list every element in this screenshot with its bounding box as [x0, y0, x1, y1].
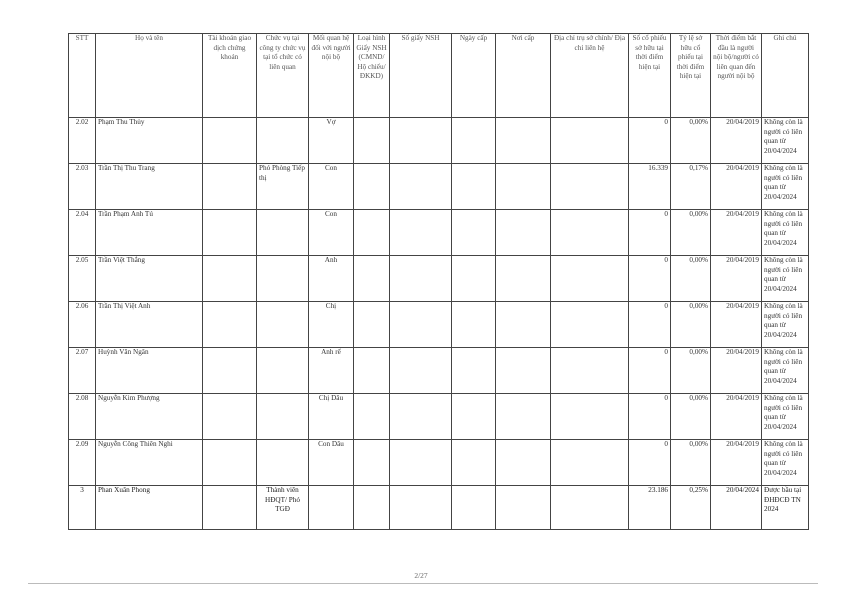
row-account — [203, 394, 257, 440]
row-position — [257, 440, 309, 486]
row-id-type — [354, 118, 390, 164]
row-stt: 2.03 — [69, 164, 96, 210]
row-relation: Chị — [309, 302, 354, 348]
row-issue-place — [496, 164, 551, 210]
row-name: Trần Thị Việt Anh — [96, 302, 203, 348]
row-start-date: 20/04/2019 — [711, 118, 762, 164]
row-address — [551, 486, 629, 530]
row-start-date: 20/04/2019 — [711, 348, 762, 394]
row-id-number — [390, 302, 452, 348]
row-name: Trần Thị Thu Trang — [96, 164, 203, 210]
row-note: Không còn là người có liên quan từ 20/04/2024 — [762, 118, 809, 164]
row-id-number — [390, 394, 452, 440]
row-start-date: 20/04/2019 — [711, 394, 762, 440]
header-start-date: Thời điểm bắt đầu là người nội bộ/người có liên quan đến người nội bộ — [711, 34, 762, 118]
row-account — [203, 302, 257, 348]
row-start-date: 20/04/2019 — [711, 302, 762, 348]
header-position: Chức vụ tại công ty chức vụ tại tổ chức có liên quan — [257, 34, 309, 118]
row-account — [203, 486, 257, 530]
row-issue-place — [496, 118, 551, 164]
row-position: Thành viên HĐQT/ Phó TGĐ — [257, 486, 309, 530]
row-start-date: 20/04/2024 — [711, 486, 762, 530]
header-relation: Mối quan hệ đối với người nội bộ — [309, 34, 354, 118]
table-row — [69, 164, 809, 210]
row-id-number — [390, 118, 452, 164]
row-shares: 0 — [629, 210, 671, 256]
row-relation — [309, 486, 354, 530]
row-address — [551, 302, 629, 348]
row-id-type — [354, 348, 390, 394]
row-ratio: 0,00% — [671, 256, 711, 302]
header-account: Tài khoản giao dịch chứng khoán — [203, 34, 257, 118]
header-stt: STT — [69, 34, 96, 118]
row-ratio: 0,00% — [671, 210, 711, 256]
row-issue-date — [452, 348, 496, 394]
row-issue-date — [452, 164, 496, 210]
row-start-date: 20/04/2019 — [711, 164, 762, 210]
row-ratio: 0,17% — [671, 164, 711, 210]
row-relation: Anh rể — [309, 348, 354, 394]
row-shares: 0 — [629, 394, 671, 440]
row-shares: 0 — [629, 440, 671, 486]
row-name: Trần Việt Thắng — [96, 256, 203, 302]
row-id-type — [354, 256, 390, 302]
row-ratio: 0,25% — [671, 486, 711, 530]
row-shares: 0 — [629, 302, 671, 348]
row-address — [551, 118, 629, 164]
row-issue-date — [452, 256, 496, 302]
row-stt: 2.07 — [69, 348, 96, 394]
table-row — [69, 394, 809, 440]
row-id-number — [390, 164, 452, 210]
row-relation: Con — [309, 210, 354, 256]
row-account — [203, 118, 257, 164]
row-shares: 16.339 — [629, 164, 671, 210]
row-name: Nguyễn Kim Phượng — [96, 394, 203, 440]
row-id-type — [354, 210, 390, 256]
row-issue-place — [496, 394, 551, 440]
row-relation: Vợ — [309, 118, 354, 164]
row-account — [203, 210, 257, 256]
row-ratio: 0,00% — [671, 348, 711, 394]
row-id-type — [354, 394, 390, 440]
page-number: 2/27 — [414, 571, 428, 580]
row-relation: Chị Dâu — [309, 394, 354, 440]
footer-divider — [28, 583, 818, 584]
row-account — [203, 348, 257, 394]
table-row — [69, 486, 809, 530]
row-id-type — [354, 302, 390, 348]
row-stt: 3 — [69, 486, 96, 530]
row-issue-place — [496, 302, 551, 348]
row-ratio: 0,00% — [671, 394, 711, 440]
row-ratio: 0,00% — [671, 302, 711, 348]
row-name: Nguyễn Công Thiên Nghi — [96, 440, 203, 486]
header-name: Họ và tên — [96, 34, 203, 118]
row-issue-place — [496, 486, 551, 530]
row-issue-date — [452, 394, 496, 440]
row-relation: Con — [309, 164, 354, 210]
row-stt: 2.06 — [69, 302, 96, 348]
insider-table — [68, 33, 809, 530]
row-issue-date — [452, 486, 496, 530]
row-start-date: 20/04/2019 — [711, 256, 762, 302]
row-account — [203, 440, 257, 486]
row-shares: 0 — [629, 118, 671, 164]
row-stt: 2.04 — [69, 210, 96, 256]
row-note: Không còn là người có liên quan từ 20/04/2024 — [762, 394, 809, 440]
row-name: Trần Phạm Anh Tú — [96, 210, 203, 256]
row-issue-place — [496, 210, 551, 256]
row-note: Không còn là người có liên quan từ 20/04/2024 — [762, 302, 809, 348]
row-address — [551, 394, 629, 440]
row-start-date: 20/04/2019 — [711, 440, 762, 486]
row-note: Không còn là người có liên quan từ 20/04/2024 — [762, 164, 809, 210]
row-stt: 2.09 — [69, 440, 96, 486]
row-stt: 2.05 — [69, 256, 96, 302]
row-id-number — [390, 486, 452, 530]
row-id-type — [354, 164, 390, 210]
table-row — [69, 302, 809, 348]
row-ratio: 0,00% — [671, 440, 711, 486]
row-id-number — [390, 348, 452, 394]
row-address — [551, 164, 629, 210]
row-issue-place — [496, 256, 551, 302]
row-name: Phan Xuân Phong — [96, 486, 203, 530]
table-row — [69, 440, 809, 486]
header-ratio: Tỷ lệ sở hữu cổ phiếu tại thời điểm hiện tại — [671, 34, 711, 118]
row-note: Không còn là người có liên quan từ 20/04/2024 — [762, 210, 809, 256]
row-relation: Anh — [309, 256, 354, 302]
row-position — [257, 118, 309, 164]
row-start-date: 20/04/2019 — [711, 210, 762, 256]
row-position — [257, 348, 309, 394]
table-row — [69, 256, 809, 302]
header-issue-date: Ngày cấp — [452, 34, 496, 118]
row-note: Được bầu tại ĐHĐCĐ TN 2024 — [762, 486, 809, 530]
row-stt: 2.02 — [69, 118, 96, 164]
header-issue-place: Nơi cấp — [496, 34, 551, 118]
row-issue-place — [496, 348, 551, 394]
row-id-number — [390, 440, 452, 486]
header-note: Ghi chú — [762, 34, 809, 118]
row-address — [551, 348, 629, 394]
row-issue-date — [452, 210, 496, 256]
row-id-number — [390, 256, 452, 302]
row-issue-date — [452, 440, 496, 486]
row-account — [203, 256, 257, 302]
header-address: Địa chỉ trụ sở chính/ Địa chỉ liên hệ — [551, 34, 629, 118]
row-shares: 23.186 — [629, 486, 671, 530]
row-address — [551, 210, 629, 256]
table-row — [69, 118, 809, 164]
row-position — [257, 302, 309, 348]
header-id-number: Số giấy NSH — [390, 34, 452, 118]
row-issue-date — [452, 302, 496, 348]
row-name: Huỳnh Văn Ngân — [96, 348, 203, 394]
row-shares: 0 — [629, 256, 671, 302]
row-shares: 0 — [629, 348, 671, 394]
row-address — [551, 256, 629, 302]
row-relation: Con Dâu — [309, 440, 354, 486]
row-stt: 2.08 — [69, 394, 96, 440]
row-note: Không còn là người có liên quan từ 20/04/2024 — [762, 256, 809, 302]
row-note: Không còn là người có liên quan từ 20/04/2024 — [762, 348, 809, 394]
row-address — [551, 440, 629, 486]
table-row — [69, 210, 809, 256]
table-row — [69, 348, 809, 394]
row-id-type — [354, 486, 390, 530]
row-id-number — [390, 210, 452, 256]
row-name: Phạm Thu Thủy — [96, 118, 203, 164]
row-position: Phó Phòng Tiếp thị — [257, 164, 309, 210]
header-shares: Số cổ phiếu sở hữu tại thời điểm hiện tại — [629, 34, 671, 118]
row-position — [257, 210, 309, 256]
row-issue-date — [452, 118, 496, 164]
row-issue-place — [496, 440, 551, 486]
row-id-type — [354, 440, 390, 486]
row-position — [257, 394, 309, 440]
row-position — [257, 256, 309, 302]
row-ratio: 0,00% — [671, 118, 711, 164]
row-note: Không còn là người có liên quan từ 20/04/2024 — [762, 440, 809, 486]
header-id-type: Loại hình Giấy NSH (CMND/ Hộ chiếu/ ĐKKD) — [354, 34, 390, 118]
row-account — [203, 164, 257, 210]
table-header — [69, 34, 809, 118]
